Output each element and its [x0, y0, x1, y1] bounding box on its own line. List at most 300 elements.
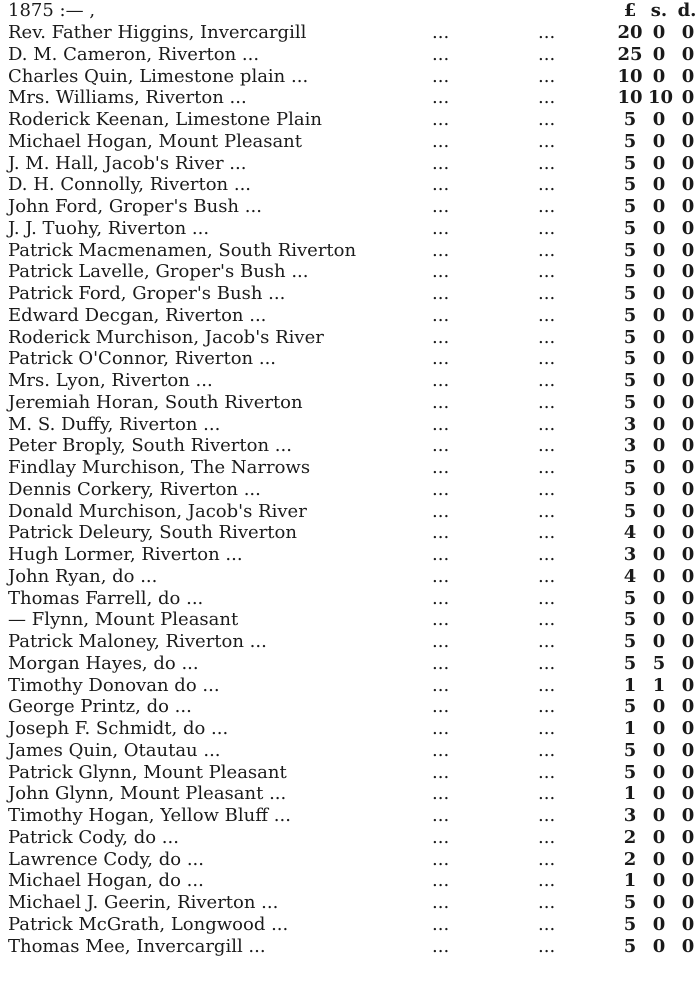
subscriber-name: Patrick Deleury, South Riverton: [8, 522, 297, 544]
amount-pence: 0: [681, 457, 695, 478]
subscriber-name: Roderick Murchison, Jacob's River: [8, 326, 324, 348]
leader-dots: ...: [538, 544, 556, 565]
subscriber-row: [0, 218, 700, 240]
amount-pounds: 2: [623, 848, 637, 870]
amount-pence: 0: [681, 239, 695, 261]
subscriber-row: [0, 348, 700, 370]
subscriber-row: [0, 414, 700, 436]
amount-shillings: 0: [652, 435, 666, 457]
amount-pence: 0: [681, 348, 695, 370]
amount-shillings: 0: [652, 565, 666, 587]
amount-shillings: 0: [652, 152, 666, 174]
subscriber-name: Patrick Ford, Groper's Bush ...: [8, 283, 286, 304]
amount-shillings: 0: [652, 457, 666, 478]
amount-pence: 0: [681, 805, 695, 826]
amount-pounds: 5: [623, 152, 637, 174]
list-header: [0, 0, 700, 22]
leader-dots: ...: [432, 674, 450, 696]
amount-pence: 0: [681, 130, 695, 152]
subscriber-row: [0, 914, 700, 936]
leader-dots: ...: [432, 348, 450, 370]
subscriber-row: [0, 696, 700, 718]
leader-dots: ...: [538, 783, 556, 805]
subscriber-row: [0, 305, 700, 327]
subscriber-row: [0, 457, 700, 479]
leader-dots: ...: [432, 522, 450, 544]
subscriber-row: [0, 653, 700, 675]
subscriber-name: Hugh Lormer, Riverton ...: [8, 544, 243, 565]
amount-pence: 0: [681, 43, 695, 65]
leader-dots: ...: [432, 478, 450, 500]
amount-shillings: 0: [652, 870, 666, 892]
amount-shillings: 0: [652, 22, 666, 43]
leader-dots: ...: [432, 848, 450, 870]
amount-pence: 0: [681, 544, 695, 565]
subscriber-list: [0, 22, 700, 957]
amount-pounds: 5: [623, 326, 637, 348]
leader-dots: ...: [538, 457, 556, 478]
subscriber-name: Rev. Father Higgins, Invercargill: [8, 22, 307, 43]
leader-dots: ...: [538, 739, 556, 761]
subscriber-name: Patrick Lavelle, Groper's Bush ...: [8, 261, 309, 283]
leader-dots: ...: [538, 913, 556, 935]
amount-pence: 0: [681, 370, 695, 391]
subscriber-row: [0, 827, 700, 849]
amount-pounds: 5: [623, 174, 637, 196]
subscriber-row: [0, 240, 700, 262]
subscriber-name: John Glynn, Mount Pleasant ...: [8, 783, 287, 805]
leader-dots: ...: [538, 370, 556, 391]
amount-pence: 0: [681, 892, 695, 913]
amount-pence: 0: [681, 848, 695, 870]
subscriber-name: Patrick Maloney, Riverton ...: [8, 631, 267, 652]
subscriber-row: [0, 740, 700, 762]
subscriber-name: Mrs. Williams, Riverton ...: [8, 87, 247, 109]
leader-dots: ...: [432, 109, 450, 130]
leader-dots: ...: [432, 435, 450, 457]
amount-shillings: 0: [652, 783, 666, 805]
amount-pounds: 5: [623, 391, 637, 413]
subscriber-row: [0, 566, 700, 588]
subscriber-row: [0, 131, 700, 153]
amount-pounds: 25: [617, 43, 643, 65]
subscriber-row: [0, 675, 700, 697]
amount-pounds: 5: [623, 913, 637, 935]
leader-dots: ...: [432, 413, 450, 435]
leader-dots: ...: [538, 718, 556, 739]
subscriber-row: [0, 870, 700, 892]
subscriber-row: [0, 762, 700, 784]
year-heading: 1875 :— ,: [8, 0, 96, 21]
subscriber-name: Patrick Macmenamen, South Riverton: [8, 239, 357, 261]
subscriber-row: [0, 435, 700, 457]
amount-pounds: 4: [623, 565, 637, 587]
subscriber-name: Roderick Keenan, Limestone Plain: [8, 109, 322, 130]
amount-shillings: 0: [652, 43, 666, 65]
leader-dots: ...: [432, 696, 450, 718]
amount-shillings: 1: [652, 674, 666, 696]
subscriber-name: Jeremiah Horan, South Riverton: [8, 391, 303, 413]
amount-pounds: 5: [623, 370, 637, 391]
subscriber-name: Michael Hogan, Mount Pleasant: [8, 130, 303, 152]
amount-shillings: 0: [652, 739, 666, 761]
amount-shillings: 0: [652, 500, 666, 522]
leader-dots: ...: [538, 805, 556, 826]
leader-dots: ...: [538, 413, 556, 435]
leader-dots: ...: [432, 22, 450, 43]
amount-pence: 0: [681, 174, 695, 196]
leader-dots: ...: [432, 217, 450, 239]
amount-pence: 0: [681, 217, 695, 239]
subscriber-name: Mrs. Lyon, Riverton ...: [8, 370, 213, 391]
subscriber-name: Dennis Corkery, Riverton ...: [8, 478, 261, 500]
subscriber-row: [0, 370, 700, 392]
subscriber-row: [0, 87, 700, 109]
amount-pounds: 20: [617, 22, 643, 43]
subscriber-name: John Ford, Groper's Bush ...: [8, 196, 262, 217]
amount-shillings: 0: [652, 370, 666, 391]
subscriber-row: [0, 936, 700, 958]
shillings-column-header: s.: [650, 0, 668, 21]
amount-shillings: 0: [652, 65, 666, 87]
leader-dots: ...: [538, 174, 556, 196]
amount-pounds: 5: [623, 196, 637, 217]
subscriber-name: Edward Decgan, Riverton ...: [8, 304, 267, 326]
subscriber-row: [0, 609, 700, 631]
leader-dots: ...: [538, 196, 556, 217]
leader-dots: ...: [538, 478, 556, 500]
amount-pence: 0: [681, 413, 695, 435]
amount-pence: 0: [681, 435, 695, 457]
leader-dots: ...: [432, 783, 450, 805]
amount-shillings: 0: [652, 696, 666, 718]
amount-pounds: 1: [623, 870, 637, 892]
subscriber-row: [0, 153, 700, 175]
amount-pence: 0: [681, 652, 695, 674]
amount-pounds: 5: [623, 761, 637, 783]
subscriber-row: [0, 66, 700, 88]
leader-dots: ...: [538, 152, 556, 174]
amount-pence: 0: [681, 478, 695, 500]
subscriber-row: [0, 196, 700, 218]
leader-dots: ...: [538, 65, 556, 87]
amount-pence: 0: [681, 304, 695, 326]
subscriber-name: Joseph F. Schmidt, do ...: [8, 718, 229, 739]
subscriber-row: [0, 283, 700, 305]
subscriber-name: — Flynn, Mount Pleasant: [8, 609, 239, 631]
subscriber-name: Charles Quin, Limestone plain ...: [8, 65, 309, 87]
amount-pounds: 5: [623, 478, 637, 500]
amount-pounds: 2: [623, 826, 637, 848]
amount-pence: 0: [681, 674, 695, 696]
amount-shillings: 0: [652, 391, 666, 413]
subscriber-row: [0, 501, 700, 523]
amount-pence: 0: [681, 609, 695, 631]
amount-shillings: 0: [652, 718, 666, 739]
amount-pounds: 4: [623, 522, 637, 544]
amount-pounds: 10: [617, 65, 643, 87]
subscriber-name: Lawrence Cody, do ...: [8, 848, 204, 870]
amount-shillings: 0: [652, 826, 666, 848]
leader-dots: ...: [538, 500, 556, 522]
amount-pence: 0: [681, 326, 695, 348]
subscriber-row: [0, 718, 700, 740]
amount-shillings: 0: [652, 304, 666, 326]
subscriber-name: Donald Murchison, Jacob's River: [8, 500, 307, 522]
subscriber-row: [0, 109, 700, 131]
amount-pounds: 5: [623, 652, 637, 674]
amount-shillings: 0: [652, 522, 666, 544]
amount-pounds: 5: [623, 283, 637, 304]
amount-pence: 0: [681, 565, 695, 587]
leader-dots: ...: [538, 43, 556, 65]
leader-dots: ...: [538, 217, 556, 239]
leader-dots: ...: [432, 152, 450, 174]
amount-pence: 0: [681, 696, 695, 718]
leader-dots: ...: [538, 239, 556, 261]
leader-dots: ...: [538, 261, 556, 283]
amount-pounds: 5: [623, 348, 637, 370]
subscriber-row: [0, 44, 700, 66]
amount-shillings: 0: [652, 283, 666, 304]
leader-dots: ...: [538, 761, 556, 783]
amount-pounds: 1: [623, 718, 637, 739]
leader-dots: ...: [432, 283, 450, 304]
amount-pounds: 5: [623, 130, 637, 152]
subscriber-row: [0, 588, 700, 610]
amount-pounds: 3: [623, 435, 637, 457]
amount-shillings: 0: [652, 478, 666, 500]
subscriber-name: George Printz, do ...: [8, 696, 192, 718]
subscriber-name: John Ryan, do ...: [8, 565, 158, 587]
amount-shillings: 0: [652, 805, 666, 826]
leader-dots: ...: [432, 391, 450, 413]
subscriber-name: Michael Hogan, do ...: [8, 870, 204, 892]
amount-shillings: 0: [652, 174, 666, 196]
leader-dots: ...: [538, 631, 556, 652]
leader-dots: ...: [538, 892, 556, 913]
amount-pounds: 1: [623, 783, 637, 805]
amount-shillings: 0: [652, 631, 666, 652]
subscriber-row: [0, 174, 700, 196]
subscriber-name: Patrick McGrath, Longwood ...: [8, 913, 289, 935]
leader-dots: ...: [538, 870, 556, 892]
subscriber-name: Patrick O'Connor, Riverton ...: [8, 348, 277, 370]
leader-dots: ...: [432, 805, 450, 826]
amount-shillings: 0: [652, 326, 666, 348]
subscriber-name: Findlay Murchison, The Narrows: [8, 457, 311, 478]
leader-dots: ...: [432, 370, 450, 391]
amount-pounds: 5: [623, 631, 637, 652]
leader-dots: ...: [432, 304, 450, 326]
amount-pounds: 5: [623, 587, 637, 609]
amount-pounds: 1: [623, 674, 637, 696]
subscriber-row: [0, 261, 700, 283]
leader-dots: ...: [538, 87, 556, 109]
amount-pence: 0: [681, 261, 695, 283]
subscriber-row: [0, 22, 700, 44]
amount-pounds: 5: [623, 696, 637, 718]
leader-dots: ...: [538, 435, 556, 457]
leader-dots: ...: [432, 913, 450, 935]
amount-pounds: 3: [623, 544, 637, 565]
leader-dots: ...: [538, 565, 556, 587]
leader-dots: ...: [432, 892, 450, 913]
leader-dots: ...: [432, 174, 450, 196]
subscriber-name: Timothy Donovan do ...: [8, 674, 220, 696]
leader-dots: ...: [432, 935, 450, 957]
leader-dots: ...: [432, 43, 450, 65]
leader-dots: ...: [432, 457, 450, 478]
leader-dots: ...: [538, 848, 556, 870]
leader-dots: ...: [432, 587, 450, 609]
leader-dots: ...: [432, 718, 450, 739]
amount-pounds: 10: [617, 87, 643, 109]
subscriber-name: Patrick Glynn, Mount Pleasant: [8, 761, 287, 783]
leader-dots: ...: [432, 196, 450, 217]
subscriber-name: Thomas Mee, Invercargill ...: [8, 935, 266, 957]
amount-pence: 0: [681, 870, 695, 892]
amount-pence: 0: [681, 913, 695, 935]
amount-pence: 0: [681, 522, 695, 544]
subscriber-name: Thomas Farrell, do ...: [8, 587, 204, 609]
subscriber-name: Michael J. Geerin, Riverton ...: [8, 892, 279, 913]
leader-dots: ...: [432, 652, 450, 674]
subscriber-row: [0, 805, 700, 827]
subscriber-row: [0, 631, 700, 653]
amount-pence: 0: [681, 152, 695, 174]
amount-shillings: 0: [652, 261, 666, 283]
subscriber-name: J. J. Tuohy, Riverton ...: [8, 217, 210, 239]
leader-dots: ...: [538, 696, 556, 718]
leader-dots: ...: [432, 565, 450, 587]
leader-dots: ...: [432, 500, 450, 522]
amount-shillings: 0: [652, 761, 666, 783]
amount-pence: 0: [681, 935, 695, 957]
amount-shillings: 0: [652, 196, 666, 217]
leader-dots: ...: [538, 326, 556, 348]
subscriber-name: D. M. Cameron, Riverton ...: [8, 43, 260, 65]
leader-dots: ...: [538, 522, 556, 544]
leader-dots: ...: [538, 674, 556, 696]
amount-shillings: 0: [652, 587, 666, 609]
leader-dots: ...: [432, 239, 450, 261]
subscriber-name: Morgan Hayes, do ...: [8, 652, 199, 674]
amount-pounds: 5: [623, 935, 637, 957]
amount-pence: 0: [681, 783, 695, 805]
amount-pence: 0: [681, 87, 695, 109]
leader-dots: ...: [538, 22, 556, 43]
leader-dots: ...: [538, 391, 556, 413]
subscriber-row: [0, 327, 700, 349]
amount-shillings: 0: [652, 130, 666, 152]
subscriber-name: James Quin, Otautau ...: [8, 739, 221, 761]
amount-pounds: 5: [623, 261, 637, 283]
leader-dots: ...: [432, 761, 450, 783]
subscriber-name: Patrick Cody, do ...: [8, 826, 179, 848]
leader-dots: ...: [432, 544, 450, 565]
leader-dots: ...: [432, 739, 450, 761]
leader-dots: ...: [432, 326, 450, 348]
amount-shillings: 0: [652, 544, 666, 565]
amount-pence: 0: [681, 196, 695, 217]
leader-dots: ...: [432, 826, 450, 848]
amount-pounds: 5: [623, 500, 637, 522]
amount-pence: 0: [681, 391, 695, 413]
leader-dots: ...: [538, 826, 556, 848]
subscriber-row: [0, 392, 700, 414]
amount-pounds: 3: [623, 413, 637, 435]
amount-pounds: 5: [623, 239, 637, 261]
amount-shillings: 0: [652, 913, 666, 935]
subscriber-row: [0, 479, 700, 501]
leader-dots: ...: [432, 631, 450, 652]
subscriber-name: M. S. Duffy, Riverton ...: [8, 413, 221, 435]
amount-pence: 0: [681, 109, 695, 130]
pence-column-header: d.: [677, 0, 697, 21]
amount-shillings: 0: [652, 892, 666, 913]
leader-dots: ...: [432, 87, 450, 109]
leader-dots: ...: [432, 261, 450, 283]
amount-shillings: 0: [652, 239, 666, 261]
leader-dots: ...: [538, 304, 556, 326]
subscriber-name: Timothy Hogan, Yellow Bluff ...: [8, 805, 291, 826]
leader-dots: ...: [538, 283, 556, 304]
amount-pounds: 5: [623, 892, 637, 913]
subscriber-row: [0, 849, 700, 871]
amount-shillings: 5: [652, 652, 666, 674]
leader-dots: ...: [538, 935, 556, 957]
amount-pence: 0: [681, 739, 695, 761]
amount-shillings: 0: [652, 848, 666, 870]
amount-pence: 0: [681, 22, 695, 43]
amount-shillings: 0: [652, 109, 666, 130]
amount-pounds: 5: [623, 739, 637, 761]
leader-dots: ...: [538, 587, 556, 609]
subscriber-row: [0, 783, 700, 805]
leader-dots: ...: [538, 609, 556, 631]
amount-pence: 0: [681, 631, 695, 652]
subscriber-row: [0, 892, 700, 914]
leader-dots: ...: [538, 109, 556, 130]
subscriber-name: D. H. Connolly, Riverton ...: [8, 174, 252, 196]
amount-pounds: 3: [623, 805, 637, 826]
amount-pounds: 5: [623, 217, 637, 239]
amount-pence: 0: [681, 65, 695, 87]
amount-shillings: 0: [652, 217, 666, 239]
amount-shillings: 0: [652, 348, 666, 370]
amount-shillings: 0: [652, 609, 666, 631]
leader-dots: ...: [432, 65, 450, 87]
amount-pounds: 5: [623, 457, 637, 478]
amount-pounds: 5: [623, 109, 637, 130]
amount-pounds: 5: [623, 609, 637, 631]
leader-dots: ...: [432, 130, 450, 152]
subscriber-row: [0, 522, 700, 544]
leader-dots: ...: [538, 652, 556, 674]
leader-dots: ...: [538, 348, 556, 370]
subscriber-name: J. M. Hall, Jacob's River ...: [8, 152, 247, 174]
amount-pence: 0: [681, 826, 695, 848]
amount-shillings: 0: [652, 413, 666, 435]
amount-pence: 0: [681, 761, 695, 783]
subscriber-row: [0, 544, 700, 566]
subscriber-name: Peter Broply, South Riverton ...: [8, 435, 292, 457]
pounds-column-header: £: [623, 0, 637, 21]
leader-dots: ...: [432, 609, 450, 631]
amount-pounds: 5: [623, 304, 637, 326]
leader-dots: ...: [538, 130, 556, 152]
